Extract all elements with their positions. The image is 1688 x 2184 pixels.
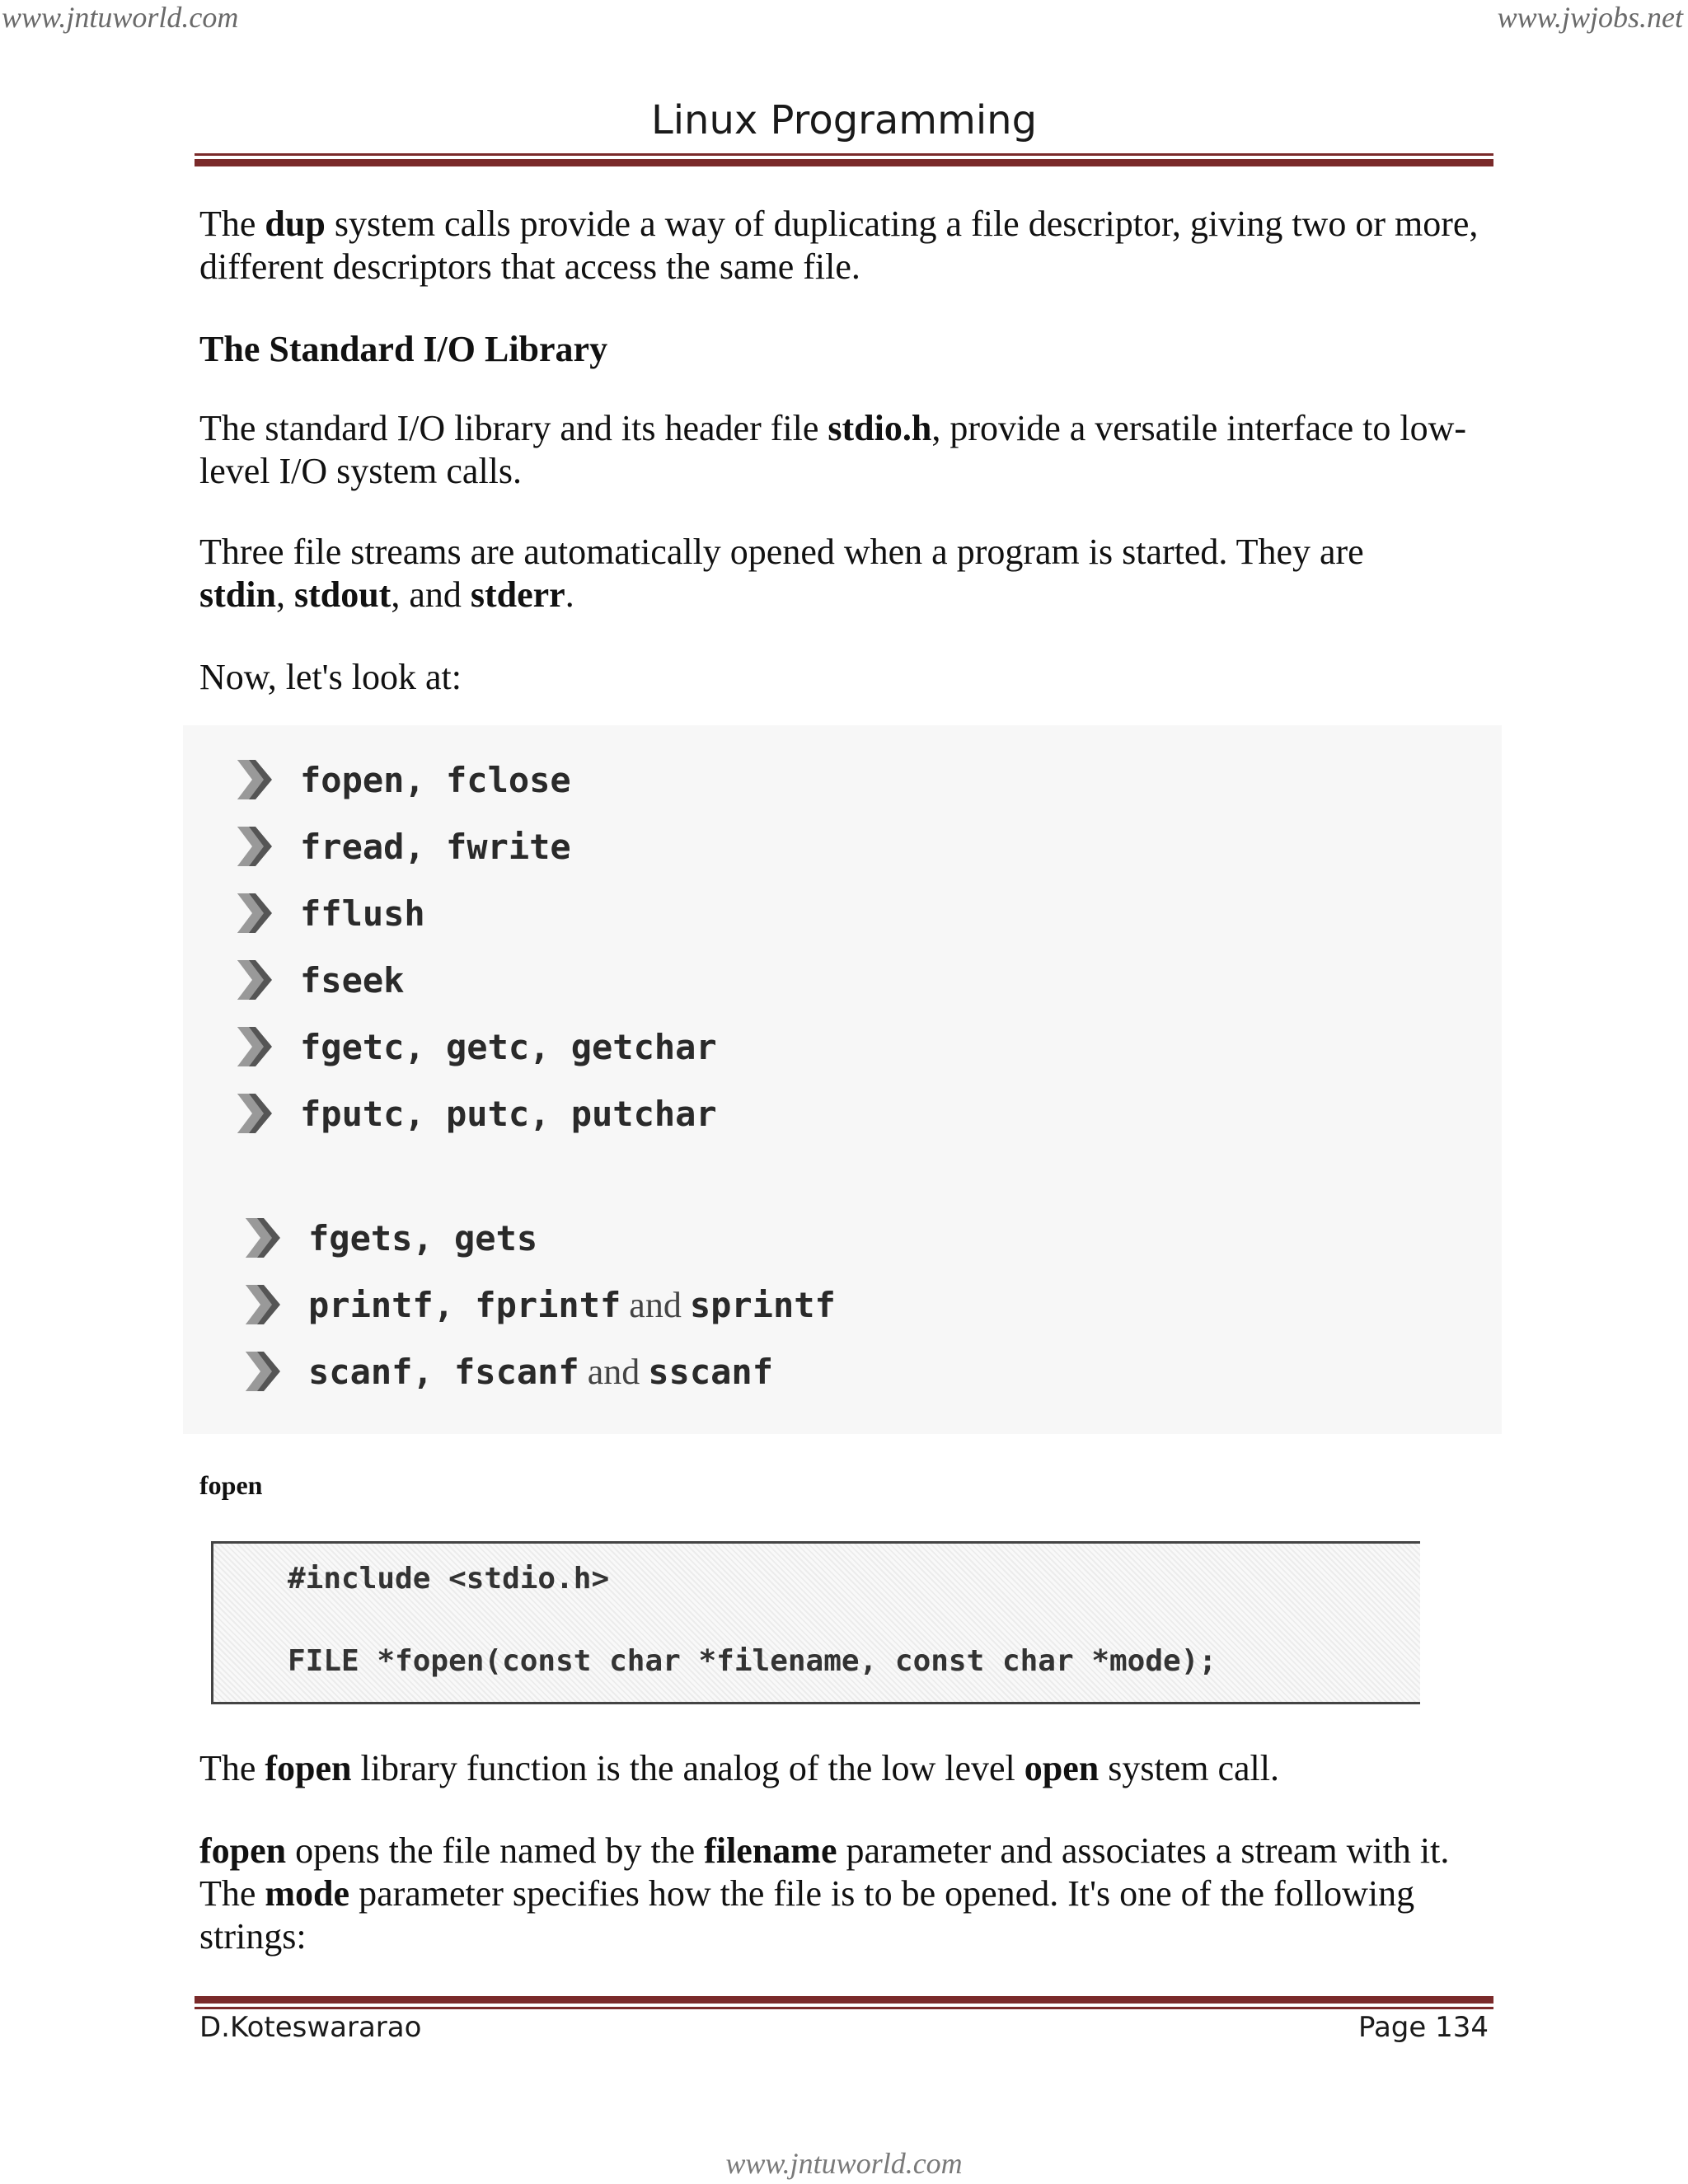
list-item: [234, 890, 425, 936]
list-item: [242, 1215, 537, 1261]
list-item: [234, 823, 571, 869]
chevron-bullet-icon: [234, 1090, 275, 1137]
function-names: fputc, putc, putchar: [300, 1093, 717, 1134]
chevron-bullet-icon: [242, 1282, 284, 1328]
function-names: fgetc, getc, getchar: [300, 1026, 717, 1067]
function-names: sprintf: [689, 1284, 836, 1325]
chevron-bullet-icon: [242, 1215, 284, 1261]
section-heading-stdio: The Standard I/O Library: [199, 329, 608, 369]
function-names: fopen, fclose: [300, 759, 571, 800]
function-names: printf, fprintf: [308, 1284, 621, 1325]
list-item: [242, 1282, 836, 1328]
function-names: fseek: [300, 959, 405, 1001]
list-item: [242, 1348, 773, 1394]
page-header-title: Linux Programming: [650, 97, 1038, 143]
list-item: [234, 757, 571, 803]
conjunction-and: and: [629, 1284, 682, 1325]
header-rule: [195, 153, 1493, 166]
footer-rule: [195, 1996, 1493, 2009]
code-signature-box: [211, 1541, 1420, 1704]
paragraph-dup: The dup system calls provide a way of duplicating a file descriptor, giving two or more, different descriptors that access the same file.: [199, 204, 1479, 287]
watermark-bottom: www.jntuworld.com: [725, 2147, 963, 2180]
watermark-top-right: www.jwjobs.net: [1497, 1, 1683, 34]
subheading-fopen: fopen: [199, 1470, 263, 1500]
function-names: fflush: [300, 893, 425, 934]
paragraph-look-at: Now, let's look at:: [199, 657, 462, 697]
function-names: fgets, gets: [308, 1217, 538, 1258]
footer-author: D.Koteswararao: [199, 2011, 422, 2044]
chevron-bullet-icon: [234, 757, 275, 803]
function-names: sscanf: [648, 1351, 773, 1392]
watermark-top-left: www.jntuworld.com: [2, 1, 239, 34]
paragraph-fopen-analog: The fopen library function is the analog of the low level open system call.: [199, 1748, 1279, 1788]
paragraph-stdio: The standard I/O library and its header file stdio.h, provide a versatile interface to low-level I/O system calls.: [199, 408, 1467, 491]
code-line-include: #include <stdio.h>: [288, 1562, 610, 1596]
function-names: fread, fwrite: [300, 826, 571, 867]
chevron-bullet-icon: [242, 1348, 284, 1394]
chevron-bullet-icon: [234, 823, 275, 869]
chevron-bullet-icon: [234, 890, 275, 936]
conjunction-and: and: [587, 1351, 640, 1392]
paragraph-streams: Three file streams are automatically opened when a program is started. They are stdin, stdout, and stderr.: [199, 532, 1364, 615]
paragraph-fopen-mode: fopen opens the file named by the filename parameter and associates a stream with it. The mode parameter specifies how the file is to be opened. It's one of the following strings:: [199, 1830, 1450, 1957]
chevron-bullet-icon: [234, 957, 275, 1003]
list-item: [234, 1090, 717, 1137]
list-item: [234, 957, 404, 1003]
function-names: scanf, fscanf: [308, 1351, 579, 1392]
list-item: [234, 1024, 717, 1070]
footer-page-number: Page 134: [1357, 2011, 1489, 2044]
chevron-bullet-icon: [234, 1024, 275, 1070]
code-line-signature: FILE *fopen(const char *filename, const char *mode);: [288, 1644, 1217, 1678]
